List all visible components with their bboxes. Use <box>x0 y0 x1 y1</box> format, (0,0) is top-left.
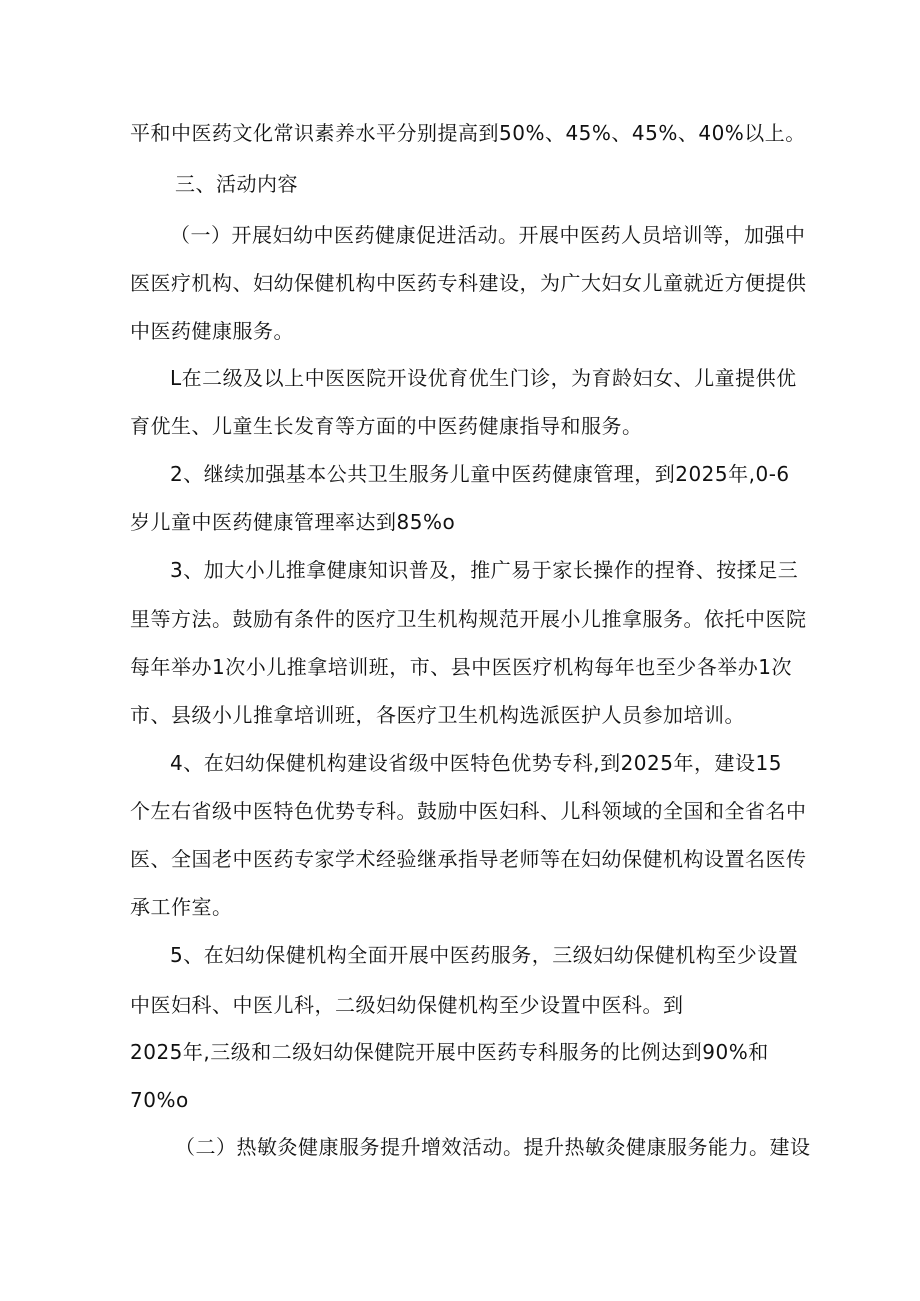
text-line-6: L在二级及以上中医医院开设优育优生门诊，为育龄妇女、儿童提供优 <box>170 366 797 390</box>
text-line-12: 每年举办1次小儿推拿培训班，市、县中医医疗机构每年也至少各举办1次 <box>130 655 792 679</box>
text-line-9: 岁儿童中医药健康管理率达到85%o <box>130 510 456 534</box>
text-line-18: 5、在妇幼保健机构全面开展中医药服务，三级妇幼保健机构至少设置 <box>170 943 799 967</box>
text-line-14: 4、在妇幼保健机构建设省级中医特色优势专科,到2025年，建设15 <box>170 751 782 775</box>
text-line-8: 2、继续加强基本公共卫生服务儿童中医药健康管理，到2025年,0-6 <box>170 462 790 486</box>
section-heading: 三、活动内容 <box>175 172 298 196</box>
text-line-7: 育优生、儿童生长发育等方面的中医药健康指导和服务。 <box>130 414 643 438</box>
text-line-17: 承工作室。 <box>130 895 233 919</box>
text-line-10: 3、加大小儿推拿健康知识普及，推广易于家长操作的捏脊、按揉足三 <box>170 558 799 582</box>
text-line-4: 医医疗机构、妇幼保健机构中医药专科建设，为广大妇女儿童就近方便提供 <box>130 271 807 295</box>
text-line-20: 2025年,三级和二级妇幼保健院开展中医药专科服务的比例达到90%和 <box>130 1040 769 1064</box>
text-line-15: 个左右省级中医特色优势专科。鼓励中医妇科、儿科领域的全国和全省名中 <box>130 799 807 823</box>
text-line-21: 70%o <box>130 1088 189 1112</box>
text-line-5: 中医药健康服务。 <box>130 319 294 343</box>
text-line-13: 市、县级小儿推拿培训班，各医疗卫生机构选派医护人员参加培训。 <box>130 703 745 727</box>
text-line-19: 中医妇科、中医儿科，二级妇幼保健机构至少设置中医科。到 <box>130 993 684 1017</box>
text-line-11: 里等方法。鼓励有条件的医疗卫生机构规范开展小儿推拿服务。依托中医院 <box>130 607 807 631</box>
subsection-heading-1: （一）开展妇幼中医药健康促进活动。开展中医药人员培训等，加强中 <box>170 223 806 247</box>
text-line-16: 医、全国老中医药专家学术经验继承指导老师等在妇幼保健机构设置名医传 <box>130 847 807 871</box>
text-line-1: 平和中医药文化常识素养水平分别提高到50%、45%、45%、40%以上。 <box>130 121 806 145</box>
subsection-heading-2: （二）热敏灸健康服务提升增效活动。提升热敏灸健康服务能力。建设 <box>175 1135 811 1159</box>
